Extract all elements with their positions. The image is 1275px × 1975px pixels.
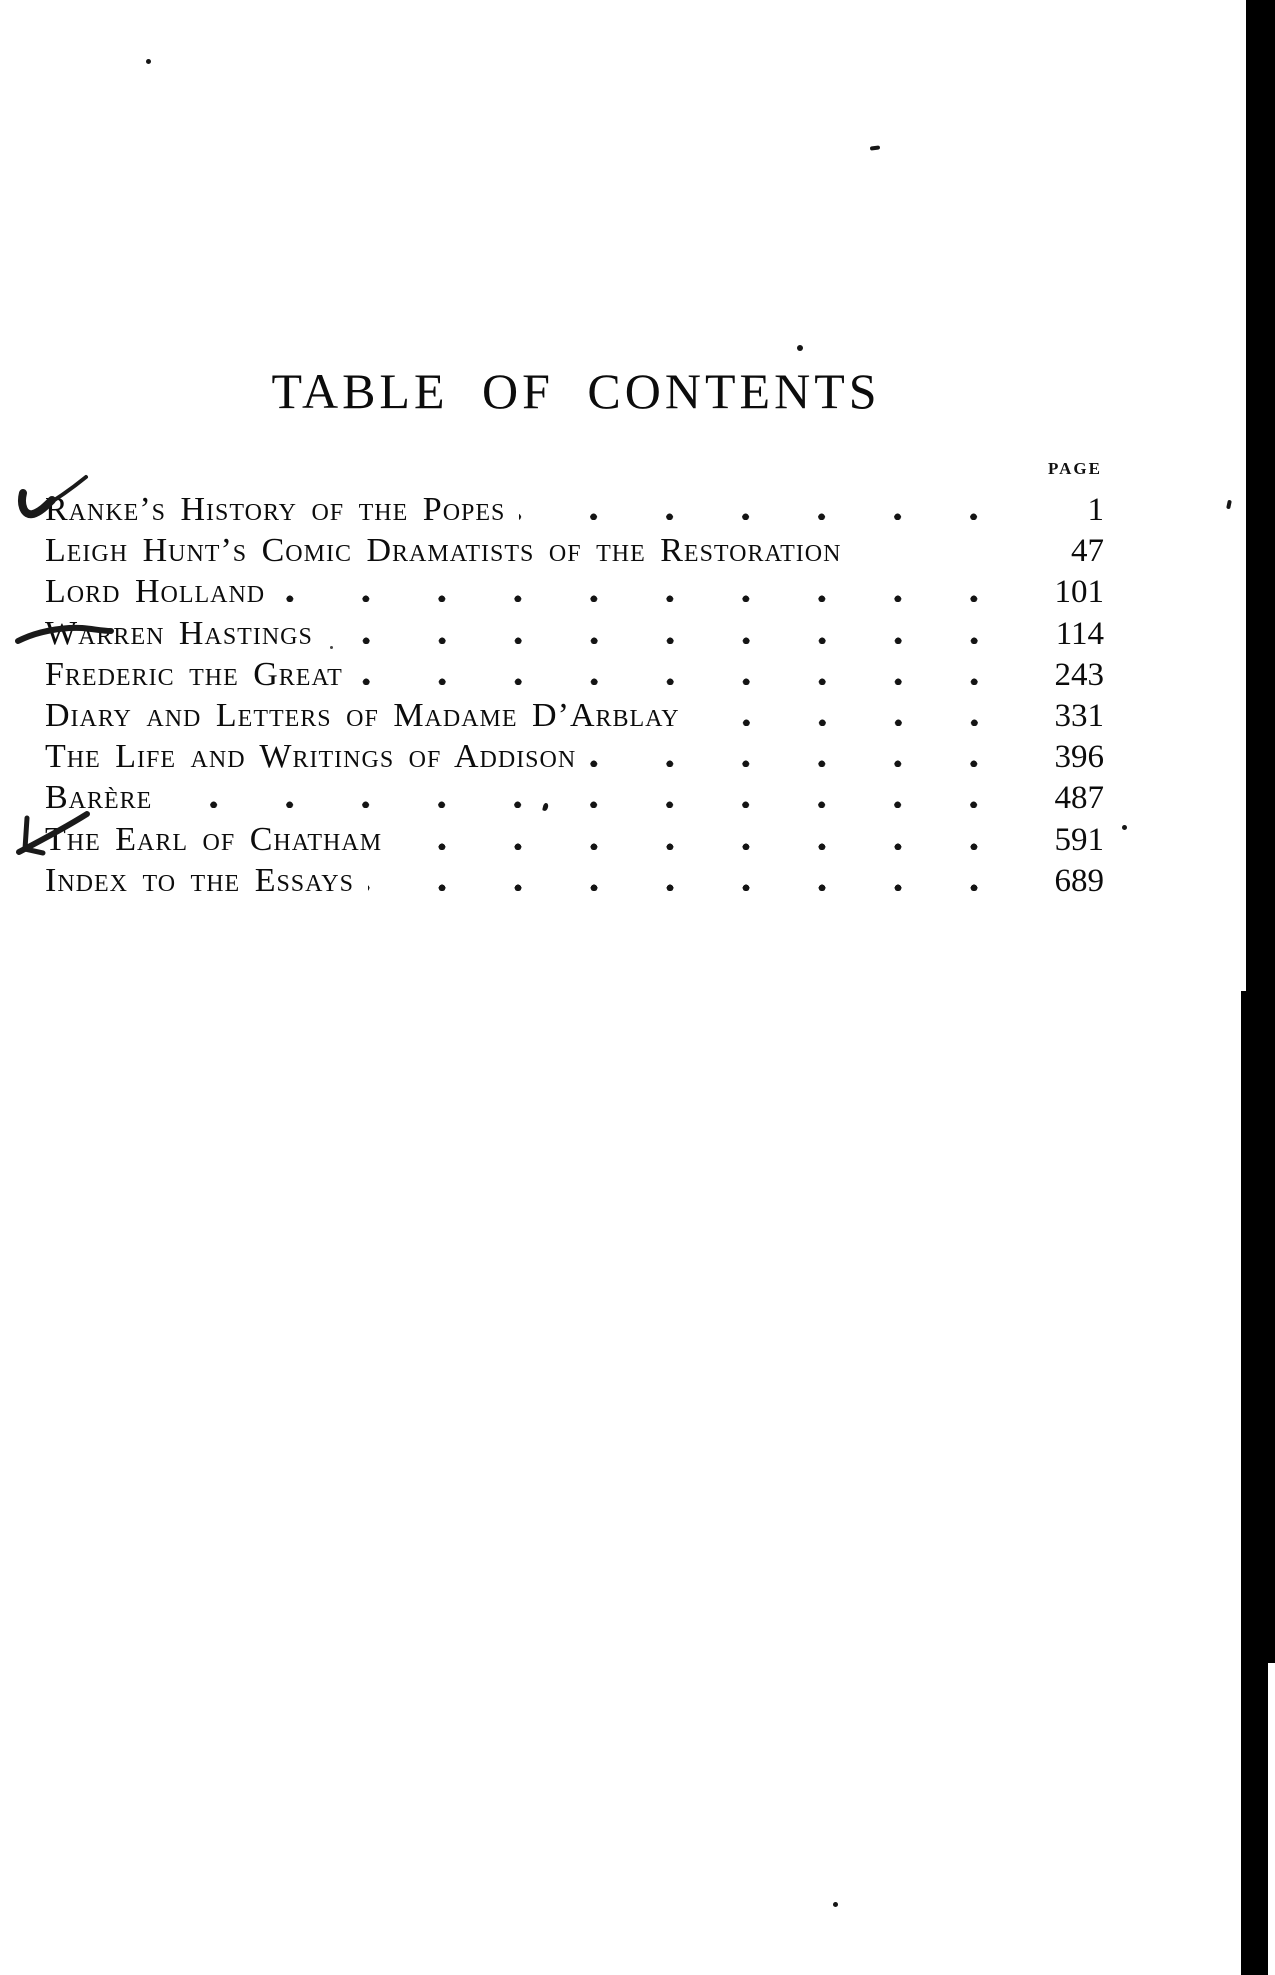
ink-speck xyxy=(833,1902,838,1907)
ink-speck xyxy=(870,145,880,150)
toc-entry-page-number: 487 xyxy=(1054,780,1104,817)
toc-entry-title: Diary and Letters of Madame D’Arblay xyxy=(45,696,680,734)
toc-entry-page-number: 114 xyxy=(1055,615,1104,652)
toc-entry-page-number: 1 xyxy=(1087,492,1104,528)
toc-entry-title: Warren Hastings xyxy=(45,614,313,652)
scan-binding-bar-gap xyxy=(1268,1663,1275,1975)
toc-entry-title: Index to the Essays xyxy=(45,861,354,899)
table-of-contents xyxy=(45,489,1104,901)
toc-entry-title: Frederic the Great xyxy=(45,655,343,693)
ink-speck xyxy=(797,345,803,351)
ink-speck xyxy=(146,59,151,64)
toc-entry-title: The Life and Writings of Addison xyxy=(45,738,577,776)
toc-entry-row xyxy=(45,571,1104,612)
leader-dots xyxy=(279,571,1024,612)
toc-entry-row xyxy=(45,819,1104,860)
toc-entry-page-number: 591 xyxy=(1054,821,1104,858)
leader-dots xyxy=(327,613,1024,654)
scan-binding-bar xyxy=(1246,0,1275,991)
leader-dots xyxy=(855,530,1024,571)
toc-entry-row xyxy=(45,613,1104,654)
leader-dots xyxy=(519,489,1024,530)
toc-entry-row xyxy=(45,489,1104,530)
toc-entry-page-number: 243 xyxy=(1054,656,1104,693)
toc-entry-title: The Earl of Chatham xyxy=(45,820,383,858)
ink-speck xyxy=(1226,500,1232,510)
toc-entry-title: Ranke’s History of the Popes xyxy=(45,491,506,528)
toc-entry-row xyxy=(45,860,1104,901)
toc-entry-row xyxy=(45,695,1104,736)
page-column-header: PAGE xyxy=(1048,459,1102,478)
leader-dots xyxy=(166,777,1024,818)
toc-entry-page-number: 101 xyxy=(1054,574,1104,611)
toc-entry-row xyxy=(45,530,1104,571)
toc-entry-page-number: 331 xyxy=(1054,697,1104,734)
ink-speck xyxy=(330,646,333,649)
toc-entry-title: Leigh Hunt’s Comic Dramatists of the Restoration xyxy=(45,532,842,570)
toc-entry-title: Barère xyxy=(45,779,153,817)
leader-dots xyxy=(590,736,1024,777)
toc-entry-row xyxy=(45,736,1104,777)
toc-entry-row xyxy=(45,777,1104,818)
leader-dots xyxy=(368,860,1024,901)
toc-entry-page-number: 47 xyxy=(1071,533,1104,570)
page-title: TABLE OF CONTENTS xyxy=(271,363,881,419)
toc-entry-row xyxy=(45,654,1104,695)
leader-dots xyxy=(396,819,1024,860)
leader-dots xyxy=(694,695,1024,736)
toc-entry-page-number: 396 xyxy=(1054,739,1104,776)
leader-dots xyxy=(357,654,1024,695)
ink-speck xyxy=(1122,825,1127,830)
toc-entry-title: Lord Holland xyxy=(45,573,266,611)
toc-entry-page-number: 689 xyxy=(1054,862,1104,899)
